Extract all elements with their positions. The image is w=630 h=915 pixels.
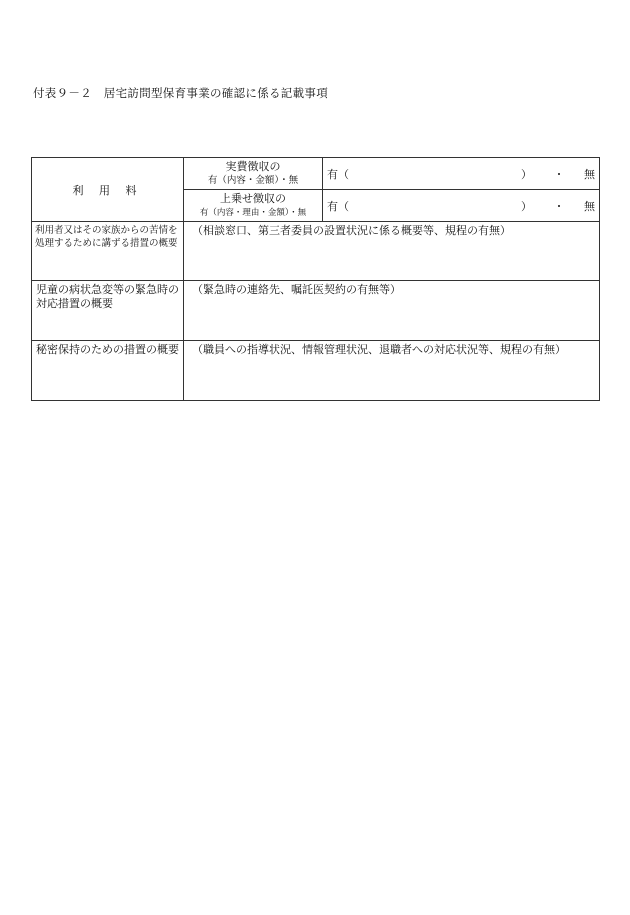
extra-fee-no[interactable]: 無	[584, 199, 595, 213]
emergency-response-label: 児童の病状急変等の緊急時の対応措置の概要	[32, 281, 184, 341]
actual-fee-close-paren: ）	[521, 167, 532, 181]
complaint-handling-row	[32, 222, 600, 281]
complaint-handling-field[interactable]: （相談窓口、第三者委員の設置状況に係る概要等、規程の有無）	[184, 222, 600, 281]
extra-fee-separator: ・	[553, 199, 565, 213]
actual-fee-field[interactable]	[323, 158, 600, 190]
actual-fee-yes[interactable]: 有（	[327, 167, 349, 181]
confidentiality-field[interactable]: （職員への指導状況、情報管理状況、退職者への対応状況等、規程の有無）	[184, 341, 600, 401]
extra-fee-label	[184, 190, 323, 222]
extra-fee-close-paren: ）	[521, 199, 532, 213]
emergency-response-row	[32, 281, 600, 341]
actual-fee-label-line2: 有（内容・金額）・無	[207, 174, 299, 186]
actual-fee-label-line1: 実費徴収の	[225, 159, 281, 173]
actual-fee-no[interactable]: 無	[584, 167, 595, 181]
confirmation-form-table	[31, 157, 600, 401]
extra-fee-label-line2: 有（内容・理由・金額）・無	[199, 207, 307, 218]
extra-fee-field[interactable]	[323, 190, 600, 222]
page-title: 付表９－２ 居宅訪問型保育事業の確認に係る記載事項	[33, 86, 328, 100]
extra-fee-label-line1: 上乗せ徴収の	[220, 191, 286, 205]
extra-fee-yes[interactable]: 有（	[327, 199, 349, 213]
complaint-handling-label: 利用者又はその家族からの苦情を処理するために講ずる措置の概要	[32, 222, 184, 281]
fee-label: 利 用 料	[32, 158, 184, 222]
confidentiality-row	[32, 341, 600, 401]
actual-fee-separator: ・	[553, 167, 565, 181]
emergency-response-field[interactable]: （緊急時の連絡先、嘱託医契約の有無等）	[184, 281, 600, 341]
fee-actual-row	[32, 158, 600, 190]
confidentiality-label: 秘密保持のための措置の概要	[32, 341, 184, 401]
actual-fee-label	[184, 158, 323, 190]
